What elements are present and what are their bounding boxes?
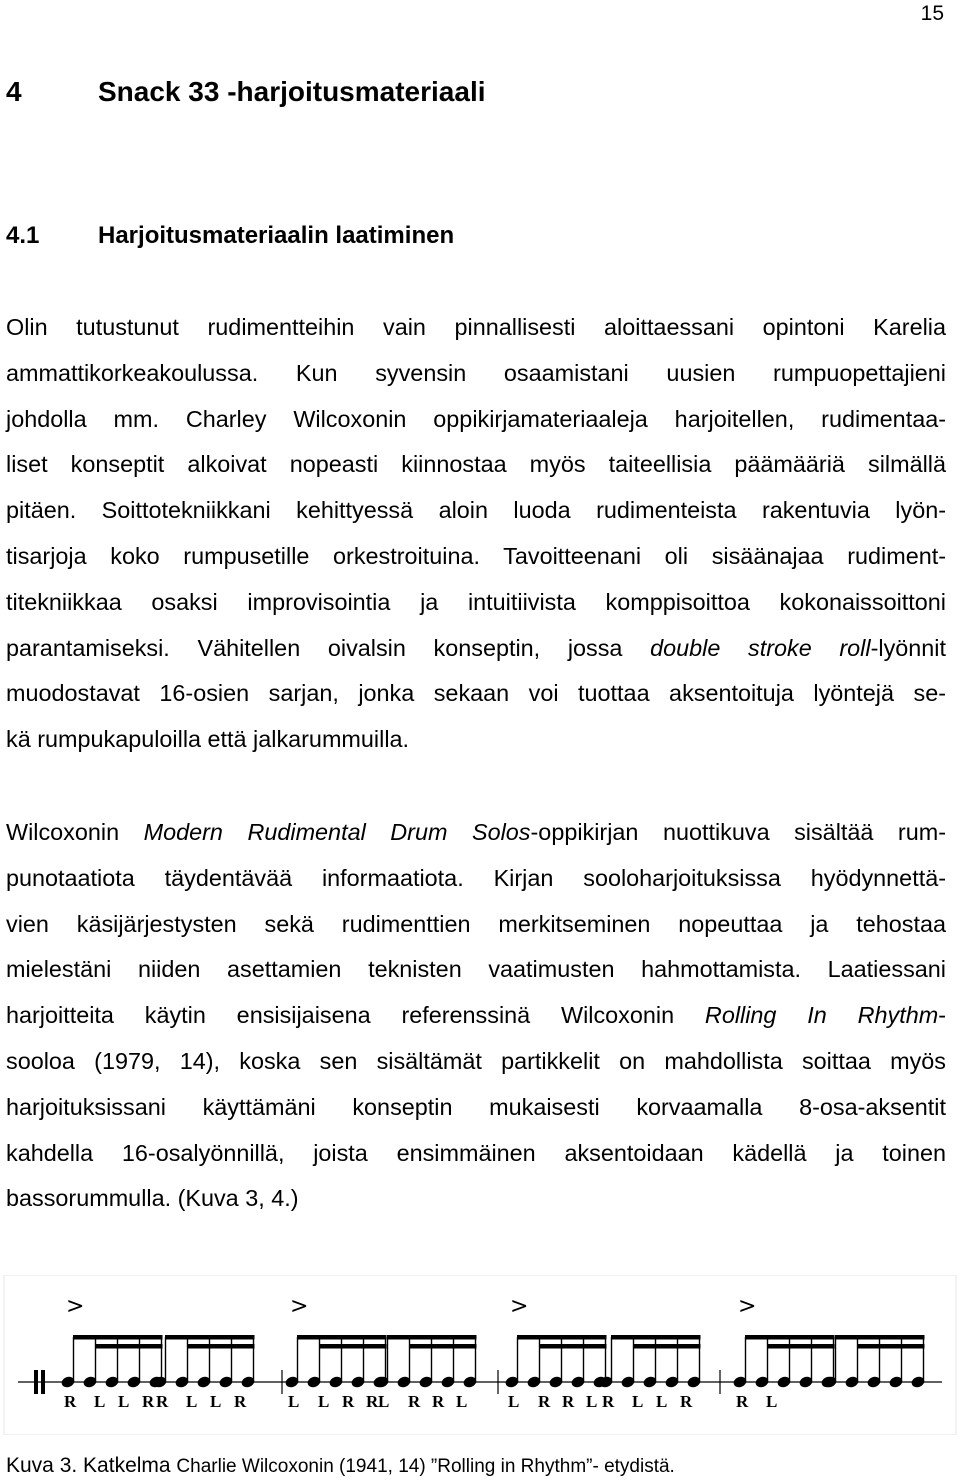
text-line: titekniikkaa osaksi improvisointia ja intuitiivista komppisoittoa kokonaissoittoni [6, 588, 946, 615]
sticking-letter: R [538, 1392, 551, 1411]
text-run: Wilcoxonin [6, 819, 144, 845]
text-line: kä rumpukapuloilla että jalkarummuilla. [6, 726, 410, 753]
beam [319, 1344, 387, 1349]
caption-prefix: Kuva 3. Katkelma [6, 1454, 177, 1477]
sticking-letter: L [94, 1392, 106, 1411]
sticking-letter: L [632, 1392, 644, 1411]
sticking-letter: R [366, 1392, 379, 1411]
text-line: tisarjoja koko rumpusetille orkestroituina. Tavoitteenani oli sisäänajaa rudiment- [6, 542, 946, 569]
accent-mark: > [290, 1294, 309, 1319]
sticking-letter: R [680, 1392, 693, 1411]
drum-notation-figure [0, 1275, 960, 1435]
beam [835, 1335, 925, 1340]
sticking-letter: R [562, 1392, 575, 1411]
beam [633, 1344, 701, 1349]
beam [187, 1344, 255, 1349]
beam [539, 1344, 607, 1349]
text-run: harjoitteita käytin ensisijaisena referenssinä Wilcoxonin [6, 1002, 705, 1029]
sticking-letter: R [234, 1392, 247, 1411]
sticking-letter: L [210, 1392, 222, 1411]
text-line [6, 810, 946, 856]
solo-title: Rolling In Rhythm [704, 1002, 939, 1029]
chapter-title: Snack 33 -harjoitusmateriaali [98, 76, 486, 107]
section-heading [6, 222, 454, 250]
percussion-clef [41, 1370, 45, 1394]
text-line: vien käsijärjestysten sekä rudimenttien merkitseminen nopeuttaa ja tehostaa [6, 910, 946, 937]
sticking-letter: L [586, 1392, 598, 1411]
text-line [6, 626, 946, 672]
sticking-letter: L [288, 1392, 300, 1411]
sticking-letter: R [408, 1392, 421, 1411]
sticking-letter: L [766, 1392, 778, 1411]
sticking-letter: R [602, 1392, 615, 1411]
text-line: johdolla mm. Charley Wilcoxonin oppikirjamateriaaleja harjoitellen, rudimentaa- [6, 405, 946, 432]
sticking-letter: R [432, 1392, 445, 1411]
beam [517, 1335, 607, 1340]
sticking-letter: L [186, 1392, 198, 1411]
text-run: -lyönnit [870, 634, 946, 661]
text-line: liset konseptit alkoivat nopeasti kiinnostaa myös taiteellisia päämääriä silmällä [6, 451, 946, 478]
beam [387, 1335, 477, 1340]
text-line [6, 993, 946, 1039]
sticking-letter: L [318, 1392, 330, 1411]
text-line: mielestäni niiden asettamien teknisten vaatimusten hahmottamista. Laatiessani [6, 956, 946, 983]
text-line: kahdella 16-osalyönnillä, joista ensimmäinen aksentoidaan kädellä ja toinen [6, 1139, 946, 1166]
text-line: muodostavat 16-osien sarjan, jonka sekaan voi tuottaa aksentoituja lyöntejä se- [6, 680, 946, 707]
sticking-letter: R [156, 1392, 169, 1411]
text-line: harjoituksissani käyttämäni konseptin mukaisesti korvaamalla 8-osa-aksentit [6, 1093, 946, 1120]
beam [857, 1344, 925, 1349]
text-line: Olin tutustunut rudimentteihin vain pinnallisesti aloittaessani opintoni Karelia [6, 314, 946, 340]
accent-mark: > [66, 1294, 85, 1319]
caption-text: Charlie Wilcoxonin (1941, 14) ”Rolling in Rhythm”- etydistä. [176, 1456, 675, 1477]
beam [767, 1344, 835, 1349]
paragraph-2 [6, 810, 946, 1222]
paragraph-1 [6, 305, 946, 763]
text-run: parantamiseksi. Vähitellen oivalsin konseptin, jossa [6, 634, 651, 661]
page-number: 15 [920, 2, 944, 25]
beam [73, 1335, 163, 1340]
beam [745, 1335, 835, 1340]
sticking-letter: R [142, 1392, 155, 1411]
text-line: pitäen. Soittotekniikkani kehittyessä aloin luoda rudimenteista rakentuvia lyön- [6, 497, 946, 524]
beam [297, 1335, 387, 1340]
percussion-clef [34, 1370, 38, 1394]
sticking-letter: L [118, 1392, 130, 1411]
beam [165, 1335, 255, 1340]
sticking-letter: L [656, 1392, 668, 1411]
sticking-letter: R [64, 1392, 77, 1411]
sticking-letter: L [456, 1392, 468, 1411]
accent-mark: > [738, 1294, 757, 1319]
beam [611, 1335, 701, 1340]
chapter-heading [6, 76, 486, 108]
text-line: sooloa (1979, 14), koska sen sisältämät partikkelit on mahdollista soittaa myös [6, 1047, 946, 1074]
text-line: punotaatiota täydentävää informaatiota. Kirjan sooloharjoituksissa hyödynnettä- [6, 864, 946, 891]
text-line: bassorummulla. (Kuva 3, 4.) [6, 1185, 299, 1212]
beam [409, 1344, 477, 1349]
sticking-letter: R [736, 1392, 749, 1411]
chapter-number: 4 [6, 76, 22, 107]
text-line: ammattikorkeakoulussa. Kun syvensin osaamistani uusien rumpuopettajieni [6, 359, 946, 386]
text-run: - [938, 1002, 946, 1029]
sticking-letter: L [378, 1392, 390, 1411]
section-title: Harjoitusmateriaalin laatiminen [98, 222, 455, 249]
text-run: -oppikirjan nuottikuva sisältää rum- [530, 819, 947, 845]
book-title: Modern Rudimental Drum Solos [143, 819, 531, 845]
accent-mark: > [510, 1294, 529, 1319]
sticking-letter: L [508, 1392, 520, 1411]
section-number: 4.1 [6, 222, 40, 249]
sticking-letter: R [342, 1392, 355, 1411]
figure-caption [6, 1454, 675, 1478]
italic-term: double stroke roll [650, 634, 871, 661]
beam [95, 1344, 163, 1349]
